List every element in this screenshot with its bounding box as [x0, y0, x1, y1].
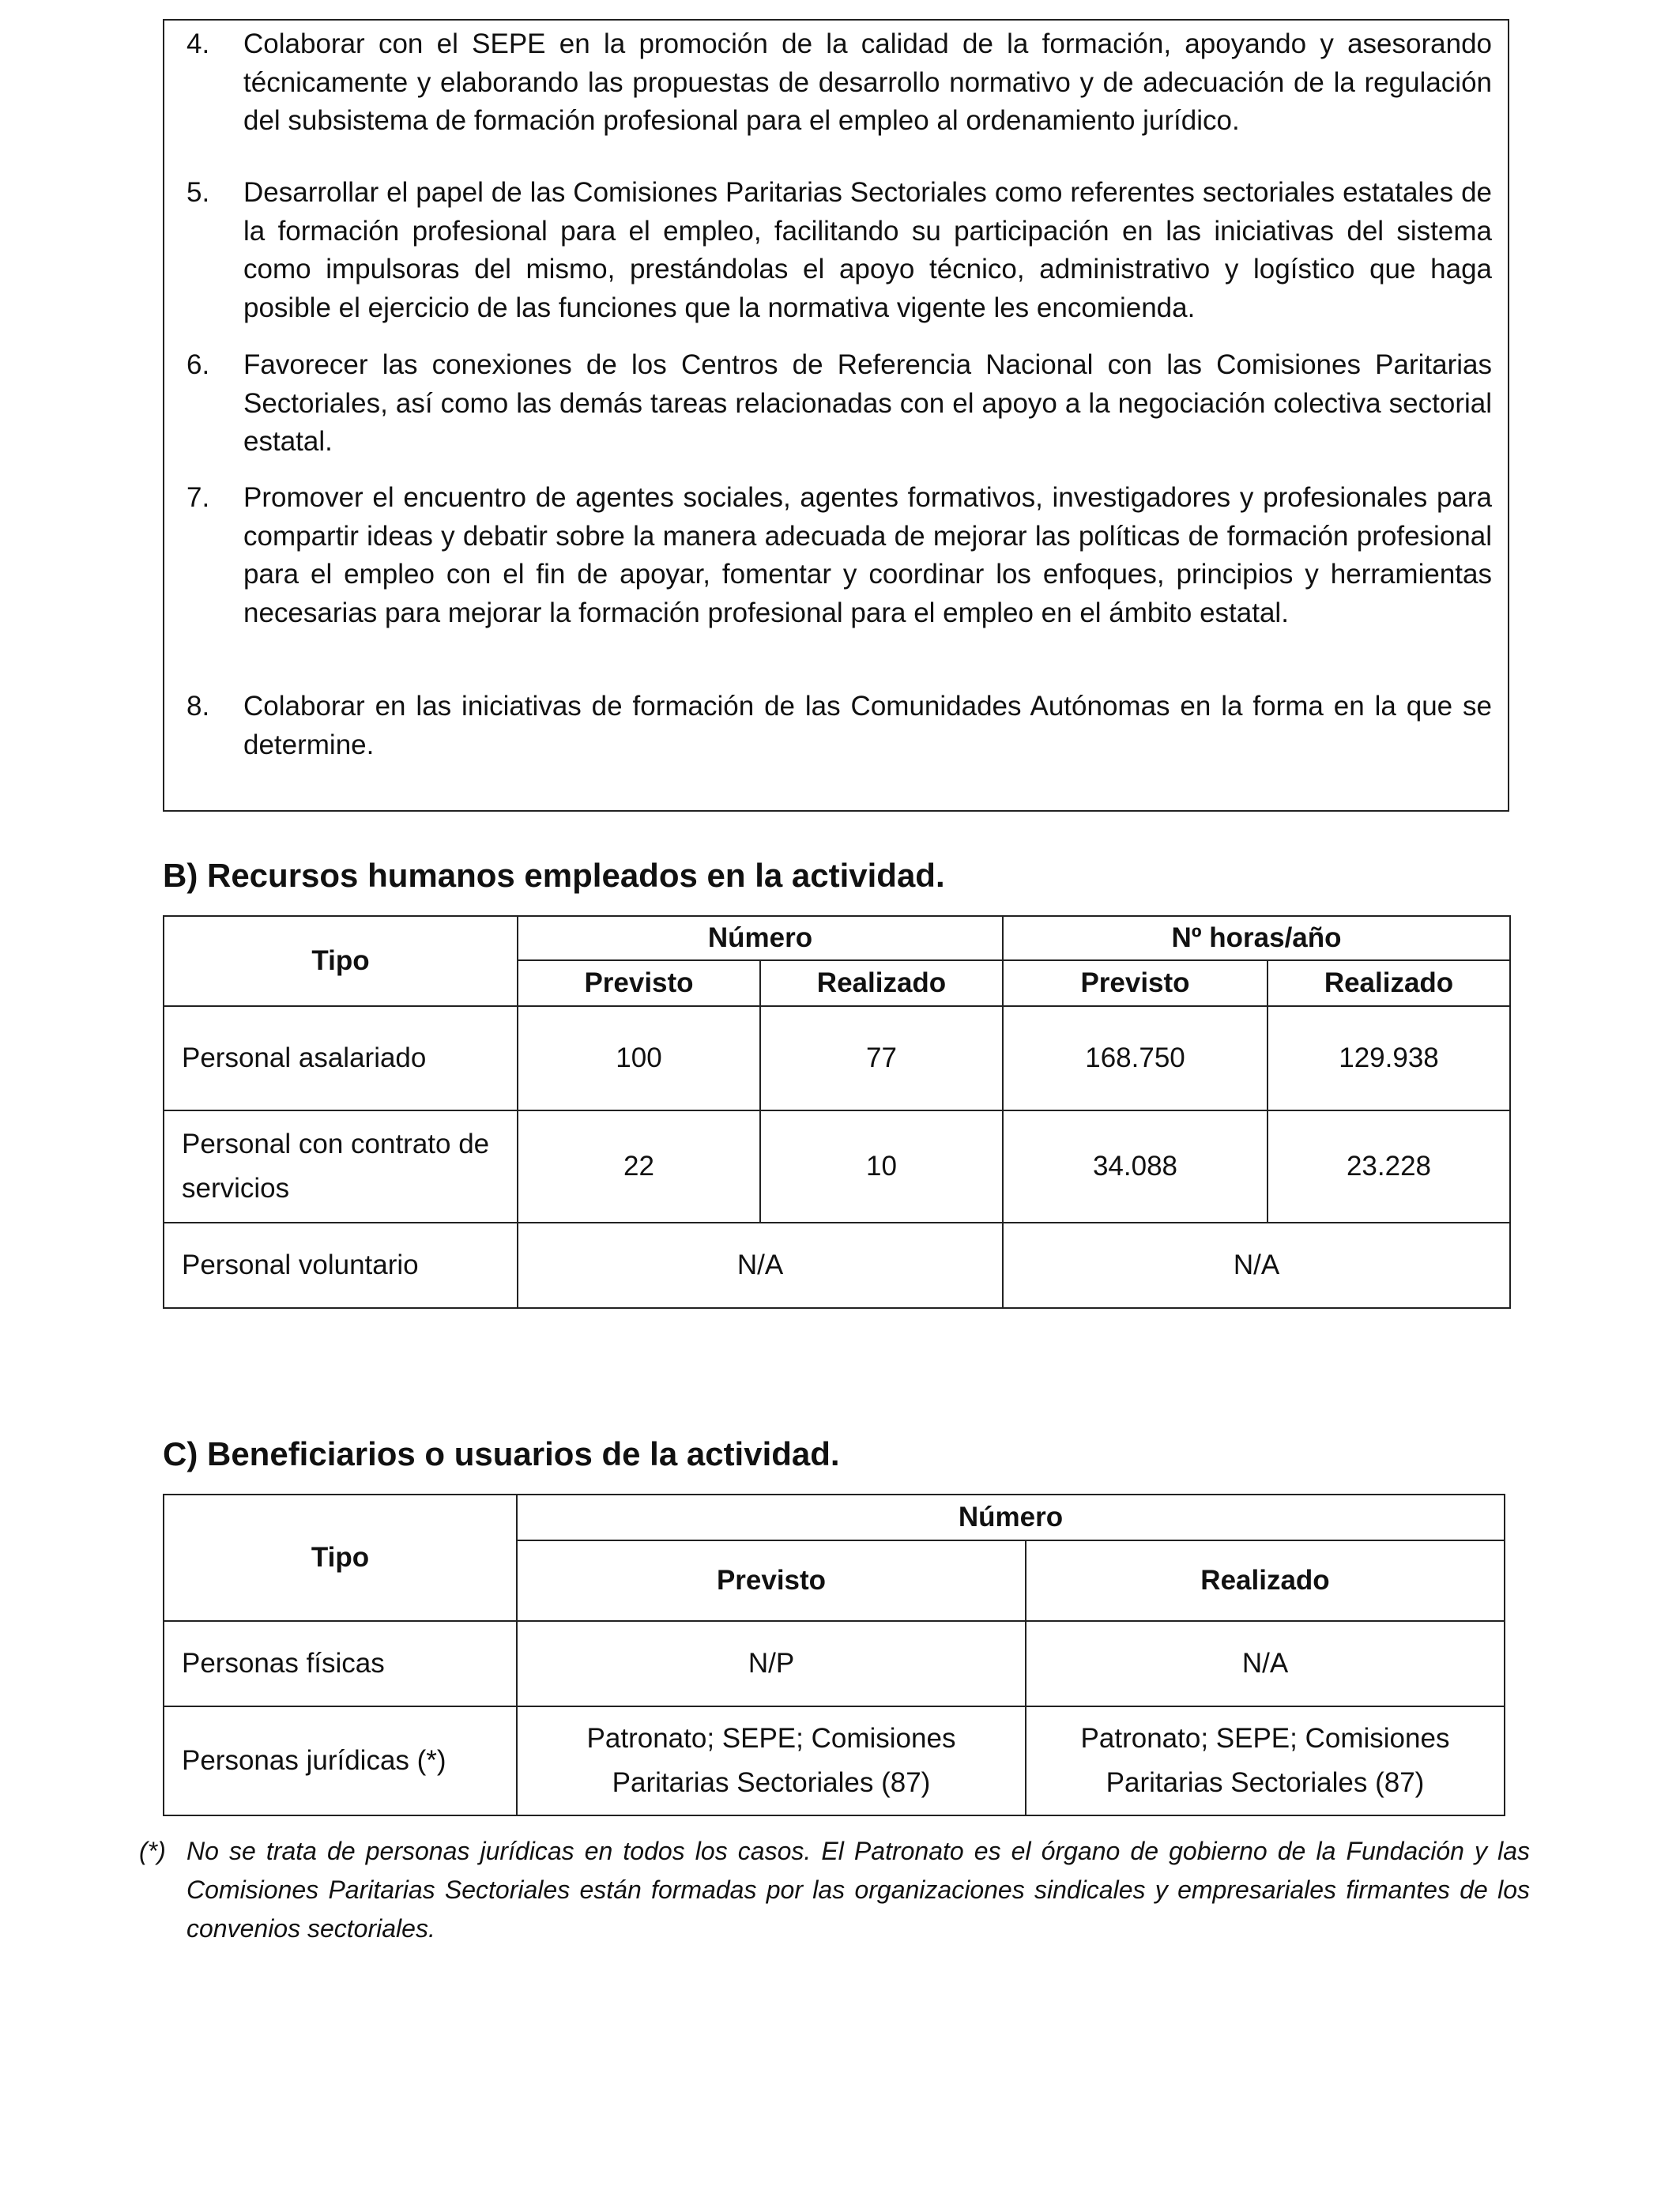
cell-previsto: N/P — [517, 1621, 1026, 1706]
list-item-text: Favorecer las conexiones de los Centros de Referencia Nacional con las Comisiones Paritarias Sectoriales, así como las demás tareas relacionadas con el apoyo a la negociación colectiva sectorial estatal. — [243, 349, 1492, 457]
objectives-box — [163, 19, 1509, 812]
row-label: Personas físicas — [164, 1621, 517, 1706]
section-c-heading: C) Beneficiarios o usuarios de la actividad. — [163, 1435, 840, 1472]
list-item-text: Colaborar en las iniciativas de formación de las Comunidades Autónomas en la forma en la que se determine. — [243, 691, 1492, 760]
column-header-horas-realizado: Realizado — [1268, 960, 1510, 1006]
table-row — [164, 1621, 1505, 1706]
list-item-number: 4. — [186, 28, 210, 59]
footnote — [139, 1832, 1530, 1948]
table-header-row — [164, 916, 1510, 960]
table-row — [164, 1006, 1510, 1110]
row-label: Personal con contrato de servicios — [164, 1110, 518, 1223]
table-row — [164, 1223, 1510, 1308]
cell-realizado: N/A — [1026, 1621, 1505, 1706]
column-header-horas-previsto: Previsto — [1003, 960, 1268, 1006]
list-item-text: Desarrollar el papel de las Comisiones Paritarias Sectoriales como referentes sectoriales estatales de la formación profesional para el empleo, facilitando su participación en las iniciativas del sistema como impulsoras del mismo, prestándolas el apoyo técnico, administrativo y logístico que haga posible el ejercicio de las funciones que la normativa vigente les encomienda. — [243, 177, 1492, 323]
column-header-previsto: Previsto — [517, 1540, 1026, 1621]
cell-previsto: Patronato; SEPE; Comisiones Paritarias Sectoriales (87) — [517, 1706, 1026, 1815]
footnote-text: No se trata de personas jurídicas en todos los casos. El Patronato es el órgano de gobierno de la Fundación y las Comisiones Paritarias Sectoriales están formadas por las organizaciones sindicales y empresariales firmantes de los convenios sectoriales. — [186, 1837, 1530, 1943]
column-header-num-realizado: Realizado — [760, 960, 1003, 1006]
cell-numero: N/A — [518, 1223, 1003, 1308]
cell-horas-realizado: 23.228 — [1268, 1110, 1510, 1223]
cell-horas-previsto: 34.088 — [1003, 1110, 1268, 1223]
cell-num-previsto: 100 — [518, 1006, 760, 1110]
cell-horas-previsto: 168.750 — [1003, 1006, 1268, 1110]
list-item-text: Promover el encuentro de agentes sociales, agentes formativos, investigadores y profesionales para compartir ideas y debatir sobre la manera adecuada de mejorar las políticas de formación profesional para el empleo con el fin de apoyar, fomentar y coordinar los enfoques, principios y herramientas necesarias para mejorar la formación profesional para el empleo en el ámbito estatal. — [243, 482, 1492, 628]
column-header-realizado: Realizado — [1026, 1540, 1505, 1621]
column-header-tipo: Tipo — [164, 916, 518, 1006]
list-item-number: 7. — [186, 482, 210, 513]
column-header-horas: Nº horas/año — [1003, 916, 1510, 960]
table-header-row — [164, 1495, 1505, 1540]
column-header-tipo: Tipo — [164, 1495, 517, 1621]
column-header-numero: Número — [517, 1495, 1505, 1540]
table-row — [164, 1706, 1505, 1815]
cell-horas: N/A — [1003, 1223, 1510, 1308]
cell-realizado: Patronato; SEPE; Comisiones Paritarias Sectoriales (87) — [1026, 1706, 1505, 1815]
row-label: Personal asalariado — [164, 1006, 518, 1110]
list-item-text: Colaborar con el SEPE en la promoción de la calidad de la formación, apoyando y asesorando técnicamente y elaborando las propuestas de desarrollo normativo y de adecuación de la regulación del subsistema de formación profesional para el empleo al ordenamiento jurídico. — [243, 28, 1492, 136]
list-item-number: 8. — [186, 691, 210, 722]
column-header-numero: Número — [518, 916, 1003, 960]
beneficiaries-table — [163, 1494, 1505, 1816]
cell-num-realizado: 77 — [760, 1006, 1003, 1110]
section-b-heading: B) Recursos humanos empleados en la actividad. — [163, 857, 945, 894]
cell-num-previsto: 22 — [518, 1110, 760, 1223]
cell-num-realizado: 10 — [760, 1110, 1003, 1223]
row-label: Personal voluntario — [164, 1223, 518, 1308]
row-label: Personas jurídicas (*) — [164, 1706, 517, 1815]
list-item-number: 6. — [186, 349, 210, 380]
human-resources-table — [163, 915, 1511, 1309]
list-item-number: 5. — [186, 177, 210, 208]
footnote-mark: (*) — [139, 1837, 166, 1865]
column-header-num-previsto: Previsto — [518, 960, 760, 1006]
cell-horas-realizado: 129.938 — [1268, 1006, 1510, 1110]
table-row — [164, 1110, 1510, 1223]
